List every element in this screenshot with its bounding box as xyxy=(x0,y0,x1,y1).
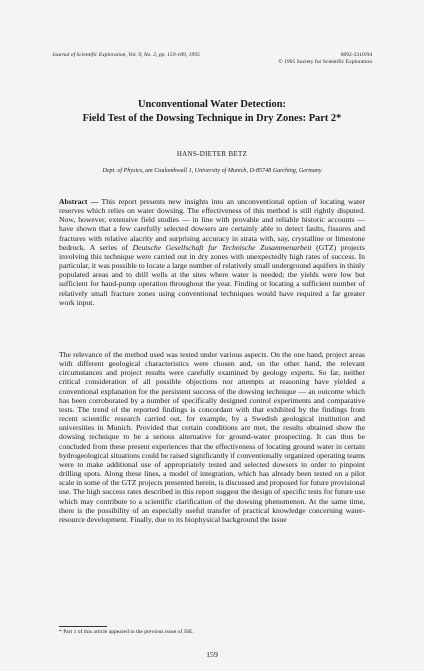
footnote-rule xyxy=(59,626,107,627)
header-right xyxy=(278,52,372,66)
body-paragraph: The relevance of the method used was tested under various aspects. On the one hand, project areas with different geological characteristics were chosen and, on the other hand, the relevant circumstances and project results were carefully examined by geology experts. So far, neither critical consideration of all possible objections nor attempts at reasoning have yielded a conventional explanation for the persistent success of the dowsing technique — an outcome which has been corroborated by a number of specifically designed control experiments and comparative tests. The trend of the reported findings is concordant with that exhibited by the findings from recent scientific research carried out, for example, by a Swedish geological institution and universities in Munich. Provided that certain conditions are met, the results obtained show the dowsing technique to be a serious alternative for ground-water prospecting. It can thus be concluded from these present experiences that the effectiveness of locating ground water in certain hydrogeological situations could be raised significantly if conventionally organized operating teams were to make additional use of appropriately tested and selected dowsers in order to pinpoint drilling spots. Along these lines, a model of integration, which has already been tested on a pilot scale in some of the GTZ projects presented herein, is discussed and proposed for future provisional use. The high success rates described in this report suggest the design of specific tests for future use which may contribute to a scientific clarification of the dowsing phenomenon. At the same time, there is the possibility of an especially useful transfer of practical knowledge concerning water-resource development. Finally, due to its biophysical background the issue xyxy=(59,350,365,524)
abstract-label: Abstract — xyxy=(59,197,99,206)
body-text xyxy=(59,350,365,524)
journal-citation: Journal of Scientific Exploration, Vol. 9, No. 2, pp. 159-189, 1995 xyxy=(52,52,200,58)
issn: 0892-3310/94 xyxy=(340,52,372,58)
copyright-notice: © 1995 Society for Scientific Exploration xyxy=(278,59,372,65)
organization-name: Deutsche Gesellschaft fur Technische Zusammenarbeit xyxy=(132,242,312,252)
article-title xyxy=(40,98,384,125)
author-name: HANS-DIETER BETZ xyxy=(176,150,248,158)
footnote: * Part 1 of this article appeared in the previous issue of JSE. xyxy=(59,629,194,635)
author-affiliation: Dept. of Physics, am Coulombwall 1, University of Munich, D-85748 Garching, Germany xyxy=(102,168,322,174)
abstract-text-part-1: This report presents new insights into an unconventional option of locating water reserves which relies on water dowsing. The effectiveness of this method is still rightly disputed. Now, however, extensive field studies — in line with provable and reliable historic accounts — have shown that a few carefully selected dowsers are certainly able to detect faults, fissures and fractures with relative alacrity and surprising accuracy in strata with, say, crystalline or limestone bedrock. A series of xyxy=(59,197,366,252)
title-line-2: Field Test of the Dowsing Technique in Dry Zones: Part 2* xyxy=(82,112,342,124)
abstract xyxy=(59,197,365,307)
abstract-text-part-2: (GTZ) projects involving this technique were carried out in dry zones with unexpectedly high rates of success. In particular, it was possible to locate a large number of relatively small underground aquifers in thinly populated areas and to drill wells at the sites where water is needed; the yields were low but sufficient for hand-pump operation throughout the year. Finding or locating a sufficient number of relatively small fracture zones using conventional techniques would have required a far greater work input. xyxy=(59,242,365,307)
title-line-1: Unconventional Water Detection: xyxy=(138,99,286,110)
page-number: 159 xyxy=(206,650,218,659)
